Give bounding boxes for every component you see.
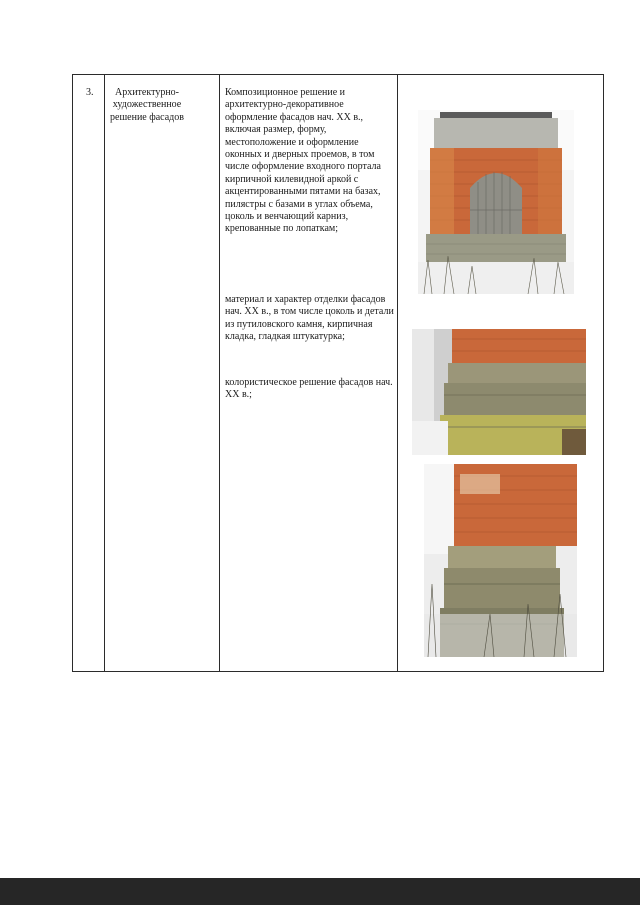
description-composition: Композиционное решение и архитектурно-декоративное оформление фасадов нач. XX в., включая размер, форму, местоположение и оформление оконных и дверных проемов, в том числе оформление входного портала кирпичной килевидной аркой с акцентированными пятами на базах, пилястры с базами в углах объема, цоколь и венчающий карниз, крепованные по лопаткам; xyxy=(225,87,381,235)
column-divider xyxy=(104,75,105,671)
column-divider xyxy=(219,75,220,671)
description-material: материал и характер отделки фасадов нач. XX в., в том числе цоколь и детали из путиловского камня, кирпичная кладка, гладкая штукатурка; xyxy=(225,294,394,343)
pilaster-base-photo xyxy=(424,464,577,657)
scan-edge xyxy=(0,878,640,905)
column-divider xyxy=(397,75,398,671)
brick-portal-photo xyxy=(418,110,574,294)
row-number: 3. xyxy=(86,87,94,98)
description-color: колористическое решение фасадов нач. XX в.; xyxy=(225,377,393,401)
stone-plinth-photo xyxy=(412,329,586,455)
criterion-cell: Архитектурно-художественное решение фасадов xyxy=(110,87,184,123)
